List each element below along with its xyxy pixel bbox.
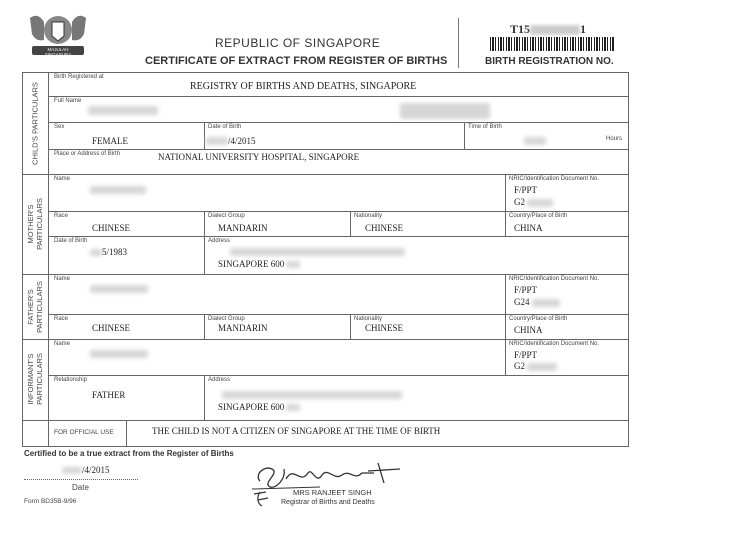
official-text: THE CHILD IS NOT A CITIZEN OF SINGAPORE AT THE TIME OF BIRTH <box>152 426 441 436</box>
vline-father-b <box>204 314 205 339</box>
mother-country-value: CHINA <box>514 223 543 233</box>
father-country-label: Country/Place of Birth <box>509 316 568 322</box>
father-nric-redacted <box>532 299 560 307</box>
vline-child-b <box>464 122 465 149</box>
footer-date-redacted <box>62 467 82 474</box>
line-child-2 <box>48 122 628 123</box>
vline-child-a <box>204 122 205 149</box>
child-time-label: Time of Birth <box>468 124 502 130</box>
vline-father-a <box>505 274 506 339</box>
line-child-1 <box>48 96 628 97</box>
child-sex-value: FEMALE <box>92 136 128 146</box>
father-country-value: CHINA <box>514 325 543 335</box>
mother-nric-redacted <box>527 199 553 207</box>
title-republic: REPUBLIC OF SINGAPORE <box>215 36 381 50</box>
child-full-name-redacted-2 <box>400 103 490 119</box>
footer-date-label: Date <box>72 483 89 492</box>
registrar-name: MRS RANJEET SINGH <box>293 488 372 497</box>
father-nric-label: NRIC/Identification Document No. <box>509 276 600 282</box>
informant-postal-redacted <box>286 404 300 411</box>
child-birth-registered-value: REGISTRY OF BIRTHS AND DEATHS, SINGAPORE <box>190 81 417 92</box>
mother-postal-redacted <box>286 261 300 268</box>
initials-mark <box>250 488 274 508</box>
reg-no-prefix: T15 <box>510 22 531 36</box>
reg-no-suffix: 1 <box>580 22 587 36</box>
mother-dialect-label: Dialect Group <box>208 213 245 219</box>
child-full-name-redacted <box>88 106 158 115</box>
date-dotted-line <box>24 479 138 480</box>
child-dob-redacted <box>206 137 228 145</box>
mother-address-value: SINGAPORE 600 <box>218 259 285 269</box>
informant-address-label: Address <box>208 377 231 383</box>
child-place-value: NATIONAL UNIVERSITY HOSPITAL, SINGAPORE <box>158 152 360 162</box>
mother-country-label: Country/Place of Birth <box>509 213 568 219</box>
reg-no-redaction <box>530 25 580 35</box>
father-race-value: CHINESE <box>92 323 130 333</box>
vline-father-c <box>350 314 351 339</box>
mother-dob-redacted <box>90 249 102 256</box>
line-mother-2 <box>48 236 628 237</box>
footer-date-value: /4/2015 <box>82 465 110 475</box>
line-informant-1 <box>48 375 628 376</box>
informant-section-label <box>26 329 44 429</box>
sep-mother-father <box>22 274 628 275</box>
barcode <box>490 37 614 51</box>
father-nationality-label: Nationality <box>354 316 383 322</box>
informant-address-redacted <box>222 391 402 399</box>
state-crest <box>24 8 92 63</box>
mother-dob-value: 5/1983 <box>102 247 128 257</box>
informant-name-label: Name <box>54 341 71 347</box>
mother-name-label: Name <box>54 176 71 182</box>
informant-name-redacted <box>90 350 148 358</box>
mother-name-redacted <box>90 186 146 194</box>
mother-nric-label: NRIC/Identification Document No. <box>509 176 600 182</box>
mother-nationality-value: CHINESE <box>365 223 403 233</box>
mother-address-label: Address <box>208 238 231 244</box>
header-divider <box>458 18 459 68</box>
child-time-redacted <box>524 137 546 145</box>
informant-nric-label: NRIC/Identification Document No. <box>509 341 600 347</box>
sep-informant-official <box>22 420 628 421</box>
vline-informant-b <box>204 375 205 420</box>
mother-race-label: Race <box>54 213 69 219</box>
father-name-redacted <box>90 285 148 293</box>
mother-nric-type: F/PPT <box>514 185 538 195</box>
mother-nric-value: G2 <box>514 197 525 207</box>
mother-dialect-value: MANDARIN <box>218 223 268 233</box>
informant-nric-value: G2 <box>514 361 525 371</box>
title-certificate: CERTIFICATE OF EXTRACT FROM REGISTER OF BIRTHS <box>145 55 448 67</box>
line-child-3 <box>48 149 628 150</box>
crest-motto: MAJULAH SINGAPURA <box>44 47 72 57</box>
child-section-label: CHILD'S PARTICULARS <box>30 82 40 165</box>
vline-informant-a <box>505 339 506 375</box>
child-place-label: Place or Address of Birth <box>54 151 121 157</box>
sep-father-informant <box>22 339 628 340</box>
sep-child-mother <box>22 174 628 175</box>
registrar-title: Registrar of Births and Deaths <box>281 499 375 506</box>
informant-label-2: PARTICULARS <box>35 353 44 405</box>
form-number: Form BD35B-9/96 <box>24 498 77 505</box>
child-dob-label: Date of Birth <box>208 124 242 130</box>
informant-nric-type: F/PPT <box>514 350 538 360</box>
child-full-name-label: Full Name <box>54 98 82 104</box>
informant-label-1: INFORMANT'S <box>26 353 35 405</box>
certified-statement: Certified to be a true extract from the Register of Births <box>24 449 234 458</box>
reg-label: BIRTH REGISTRATION NO. <box>485 56 614 67</box>
child-sex-label: Sex <box>54 124 65 130</box>
child-time-suffix: Hours <box>606 136 623 142</box>
child-birth-registered-label: Birth Registered at <box>54 74 104 80</box>
mother-race-value: CHINESE <box>92 223 130 233</box>
informant-address-value: SINGAPORE 600 <box>218 402 285 412</box>
father-nric-type: F/PPT <box>514 285 538 295</box>
child-dob-value: /4/2015 <box>228 136 256 146</box>
vline-official <box>126 420 127 446</box>
mother-nationality-label: Nationality <box>354 213 383 219</box>
registration-number <box>510 22 586 37</box>
vline-mother-c <box>350 211 351 236</box>
father-race-label: Race <box>54 316 69 322</box>
informant-relationship-label: Relationship <box>54 377 88 383</box>
line-father-1 <box>48 314 628 315</box>
father-name-label: Name <box>54 276 71 282</box>
mother-dob-label: Date of Birth <box>54 238 88 244</box>
vline-mother-b <box>204 211 205 274</box>
official-label: FOR OFFICIAL USE <box>54 429 114 436</box>
father-dialect-label: Dialect Group <box>208 316 245 322</box>
father-nric-value: G24 <box>514 297 530 307</box>
informant-relationship-value: FATHER <box>92 390 126 400</box>
mother-address-redacted <box>230 248 405 256</box>
mother-label-1: MOTHER'S <box>26 204 35 244</box>
father-nationality-value: CHINESE <box>365 323 403 333</box>
mother-label-2: PARTICULARS <box>35 198 44 250</box>
line-mother-1 <box>48 211 628 212</box>
vline-mother-a <box>505 174 506 236</box>
father-label-2: PARTICULARS <box>35 281 44 333</box>
informant-nric-redacted <box>527 363 557 371</box>
section-column-divider <box>48 72 49 446</box>
father-dialect-value: MANDARIN <box>218 323 268 333</box>
father-label-1: FATHER'S <box>26 289 35 325</box>
